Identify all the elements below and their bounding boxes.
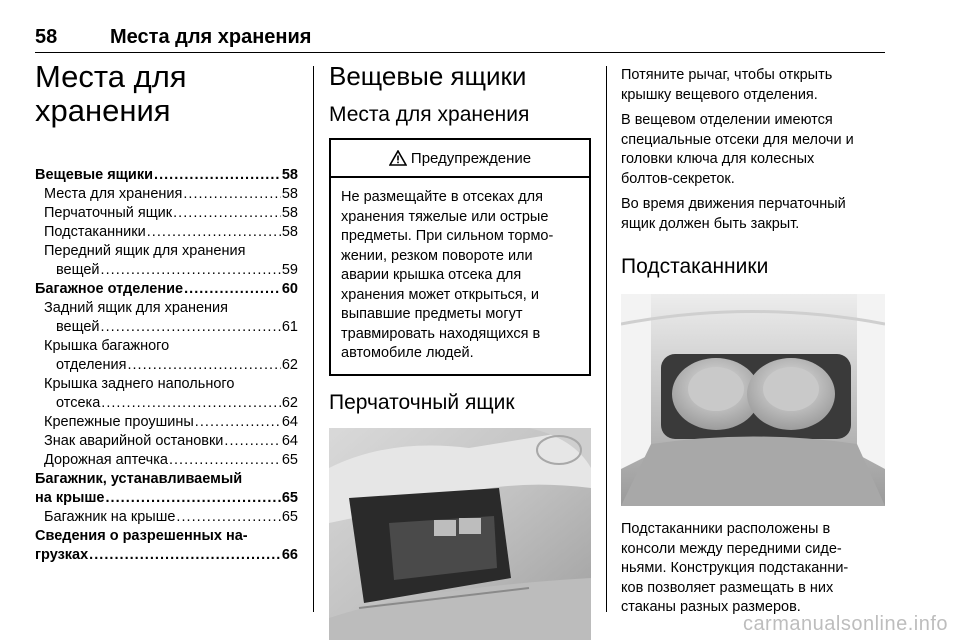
warning-header	[331, 140, 589, 178]
toc-entry-line-1[interactable]: Передний ящик для хранения	[44, 243, 246, 259]
page-header	[35, 24, 885, 53]
toc-entry-line-1[interactable]: Крышка багажного	[44, 338, 170, 354]
warning-line: хранения тяжелые или острые	[341, 208, 549, 225]
page-number: 58	[35, 26, 58, 48]
toc-entry[interactable]: Подстаканники . . . 58	[35, 223, 298, 242]
cupholders-photo	[621, 294, 885, 506]
toc-entry[interactable]: отделения . . . 62	[35, 356, 298, 375]
warning-line: жении, резком повороте или	[341, 247, 533, 264]
toc-entry[interactable]: Места для хранения . . . 58	[35, 185, 298, 204]
subsection-title: Места для хранения	[329, 103, 530, 126]
toc-entry-roof-rack-line-1[interactable]: Багажник, устанавливаемый	[35, 471, 243, 487]
warning-triangle-icon	[389, 150, 407, 166]
warning-line: аварии крышка отсека для	[341, 267, 522, 283]
table-of-contents	[35, 166, 298, 565]
watermark: carmanualsonline.info	[742, 613, 948, 635]
toc-entry[interactable]: отсека . . . 62	[35, 394, 298, 413]
paragraph-cupholders: Подстаканники расположены в консоли между передними сиде- ньями. Конструкция подстаканни- ков позволяет размещать в них стаканы разных размеров.	[621, 521, 849, 615]
glovebox-photo	[329, 428, 591, 640]
toc-entry[interactable]: Дорожная аптечка . . . 65	[35, 451, 298, 470]
column-divider-2	[606, 66, 607, 612]
paragraph-open-lever: Потяните рычаг, чтобы открыть крышку вещевого отделения.	[621, 67, 833, 103]
warning-line: автомобиле людей.	[341, 345, 474, 361]
toc-entry-load-info[interactable]: грузках . . . 66	[35, 546, 298, 565]
paragraph-keep-closed: Во время движения перчаточный ящик должен быть закрыт.	[621, 196, 846, 232]
warning-text	[331, 178, 589, 374]
toc-entry[interactable]: Перчаточный ящик . . . 58	[35, 204, 298, 223]
warning-line: Не размещайте в отсеках для	[341, 189, 543, 205]
chapter-toc-column	[35, 60, 298, 565]
toc-entry[interactable]: вещей . . . 59	[35, 261, 298, 280]
toc-entry-luggage-compartment[interactable]: Багажное отделение . . . 60	[35, 280, 298, 299]
toc-entry[interactable]: вещей . . . 61	[35, 318, 298, 337]
toc-entry-line-1[interactable]: Задний ящик для хранения	[44, 300, 228, 316]
toc-entry[interactable]: Крепежные проушины . . . 64	[35, 413, 298, 432]
toc-entry[interactable]: Багажник на крыше . . . 65	[35, 508, 298, 527]
paragraph-compartments: В вещевом отделении имеются специальные отсеки для мелочи и головки ключа для колесных болтов-секреток.	[621, 112, 854, 187]
warning-line: хранения может открыться, и	[341, 286, 539, 303]
running-header-title: Места для хранения	[110, 26, 312, 48]
warning-line: выпавшие предметы могут	[341, 306, 523, 322]
toc-entry-line-1[interactable]: Крышка заднего напольного	[44, 376, 235, 392]
warning-line: предметы. При сильном тормо-	[341, 228, 554, 244]
middle-column	[329, 60, 591, 640]
column-divider-1	[313, 66, 314, 612]
warning-line: травмировать находящихся в	[341, 325, 541, 342]
toc-entry-storage-boxes[interactable]: Вещевые ящики . . . 58	[35, 166, 298, 185]
right-column	[621, 66, 885, 624]
section-title: Вещевые ящики	[329, 61, 527, 91]
toc-entry-roof-rack[interactable]: на крыше . . . 65	[35, 489, 298, 508]
toc-entry[interactable]: Знак аварийной остановки . . . 64	[35, 432, 298, 451]
chapter-title-line-1: Места для	[35, 59, 187, 94]
warning-box	[329, 138, 591, 376]
glovebox-title: Перчаточный ящик	[329, 390, 515, 414]
chapter-title	[35, 60, 298, 128]
chapter-title-line-2: хранения	[35, 93, 171, 128]
toc-entry-load-info-line-1[interactable]: Сведения о разрешенных на-	[35, 528, 248, 544]
cupholders-title: Подстаканники	[621, 255, 769, 278]
warning-label: Предупреждение	[410, 149, 532, 167]
